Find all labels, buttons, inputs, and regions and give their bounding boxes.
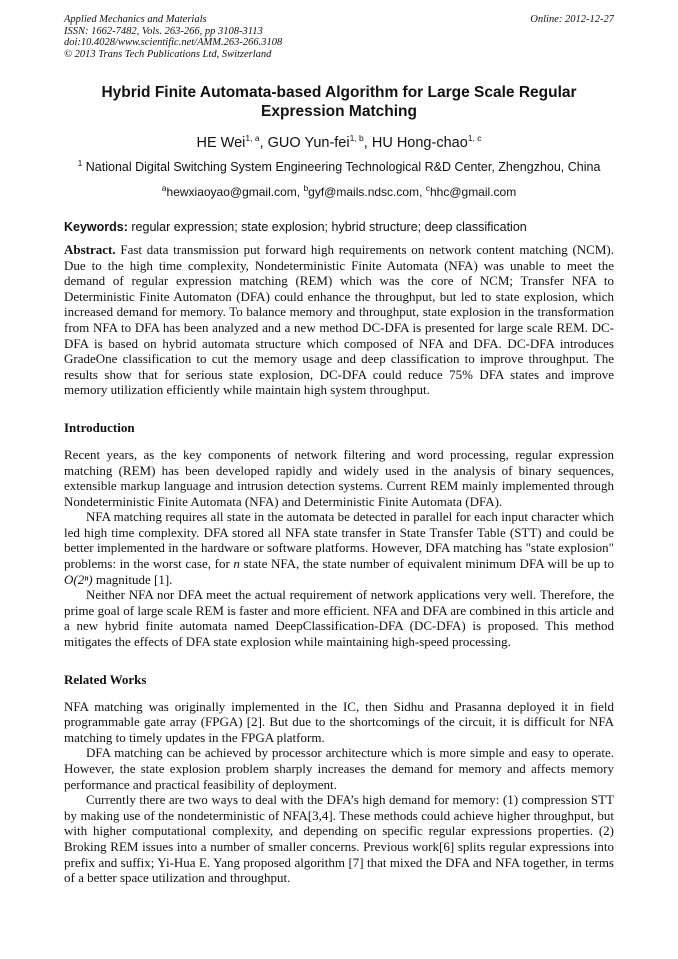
math-n: n [233,556,240,572]
paper-title: Hybrid Finite Automata-based Algorithm for Large Scale Regular Expression Matching [101,84,577,120]
section-heading-introduction: Introduction [64,419,135,435]
related-works-body [64,699,614,886]
author-name: GUO Yun-fei [267,134,350,151]
paragraph: NFA matching was originally implemented in the IC, then Sidhu and Prasanna deployed it in field programmable gate array (FPGA) [2]. But due to the shortcomings of the circuit, it is difficult for NFA matching to timely updates in the FPGA platform. [64,698,614,745]
author-name: HE Wei [196,134,246,151]
email-link[interactable]: hhc@gmail.com [429,184,517,199]
email-link[interactable]: hewxiaoyao@gmail.com [166,184,297,199]
author-sup: 1, a [245,133,260,143]
paragraph-text: magnitude [1]. [95,571,173,587]
email-list: $^a$hewxiaoyao@gmail.com, $^b$gyf@mails.ndsc.com, $^c$hhc@gmail.com [161,182,517,199]
math-expression: O(2ⁿ) [64,571,93,587]
paragraph: Recent years, as the key components of network filtering and word processing, regular expression matching (REM) has been developed rapidly and widely used in the analysis of binary sequences, extensible markup language and intrusion detection systems. Current REM mainly implemented through Nondeterministic Finite Automata (NFA) and Deterministic Finite Automata (DFA). [64,446,614,509]
paragraph-text: NFA matching requires all state in the automata be detected in parallel for each input character which led high time complexity. DFA stored all NFA state transfer in State Transfer Table (STT) and could be better implemented in the hardware or software platforms. However, DFA matching has "state explosion" problems: in the worst case, for [64,509,614,572]
email-sup: c [425,182,430,193]
doi-line: doi:10.4028/www.scientific.net/AMM.263-266.3108 [64,37,283,48]
keywords-text: regular expression; state explosion; hybrid structure; deep classification [131,219,527,234]
email-link[interactable]: gyf@mails.ndsc.com [308,184,420,199]
paragraph: Currently there are two ways to deal with the DFA’s high demand for memory: (1) compression STT by making use of the nondeterministic of NFA[3,4]. These methods could achieve higher throughput, but with higher computational complexity, and depending on specific regular expressions properties. (2) Broking REM issues into a number of smaller concerns. Previous work[6] splits regular expressions into prefix and suffix; Yi-Hua E. Yang proposed algorithm [7] that mixed the DFA and NFA together, in terms of a better space utilization and throughput. [64,792,614,886]
author-name: HU Hong-chao [371,134,468,151]
online-date: Online: 2012-12-27 [530,14,614,25]
paper-page [64,14,614,886]
abstract-text: Fast data transmission put forward high requirements on network content matching (NCM). Due to the high time complexity, Nondeterministic Finite Automata (NFA) was unable to meet the demand of regular expression matching (REM) which was the core of NCM; Transfer NFA to Deterministic Finite Automaton (DFA) could enhance the throughput, but led to state explosion, which increased demand for memory. To balance memory and throughput, state explosion in the transformation from NFA to DFA has been analyzed and a new method DC-DFA is presented for large scale REM. DC-DFA is based on hybrid automata structure which composed of NFA and DFA. DC-DFA introduces GradeOne classification to cut the memory usage and deep classification to improve throughput. The results show that for serious state explosion, DC-DFA could reduce 75% DFA states and improve memory utilization efficiently while maintain high system throughput. [64,241,614,398]
paragraph: Neither NFA nor DFA meet the actual requirement of network applications very well. Therefore, the prime goal of large scale REM is faster and more efficient. NFA and DFA are combined in this article and a new hybrid finite automata named DeepClassification-DFA (DC-DFA) is proposed. This method mitigates the effects of DFA state explosion while maintaining high-speed processing. [64,587,614,650]
author-sup: 1, c [467,133,482,143]
affiliation-sup: 1 [77,157,83,168]
author-list: HE Wei$^{1, a}$, GUO Yun-fei$^{1, b}$, HU Hong-chao$^{1, c}$ [196,133,482,151]
author-sup: 1, b [349,133,364,143]
email-sup: b [303,182,309,193]
keywords [64,220,614,234]
abstract [64,242,614,398]
keywords-label: Keywords: [64,219,128,234]
introduction-body [64,447,614,650]
paragraph [64,509,614,587]
journal-header [64,14,614,60]
paragraph: DFA matching can be achieved by processor architecture which is more simple and easy to operate. However, the state explosion problem sharply increases the demand for memory and affects memory performance and practical feasibility of deployment. [64,745,614,792]
affiliation-text: National Digital Switching System Engineering Technological R&D Center, Zhengzhou, China [85,159,601,174]
journal-name: Applied Mechanics and Materials [64,14,207,25]
abstract-label: Abstract. [64,241,116,257]
issn-line: ISSN: 1662-7482, Vols. 263-266, pp 3108-3113 [64,25,263,37]
copyright-line: © 2013 Trans Tech Publications Ltd, Switzerland [64,48,272,60]
email-sup: a [161,182,167,193]
section-heading-related-works: Related Works [64,671,147,687]
paragraph-text: state NFA, the state number of equivalent minimum DFA will be up to [243,556,615,572]
affiliation [64,158,614,174]
